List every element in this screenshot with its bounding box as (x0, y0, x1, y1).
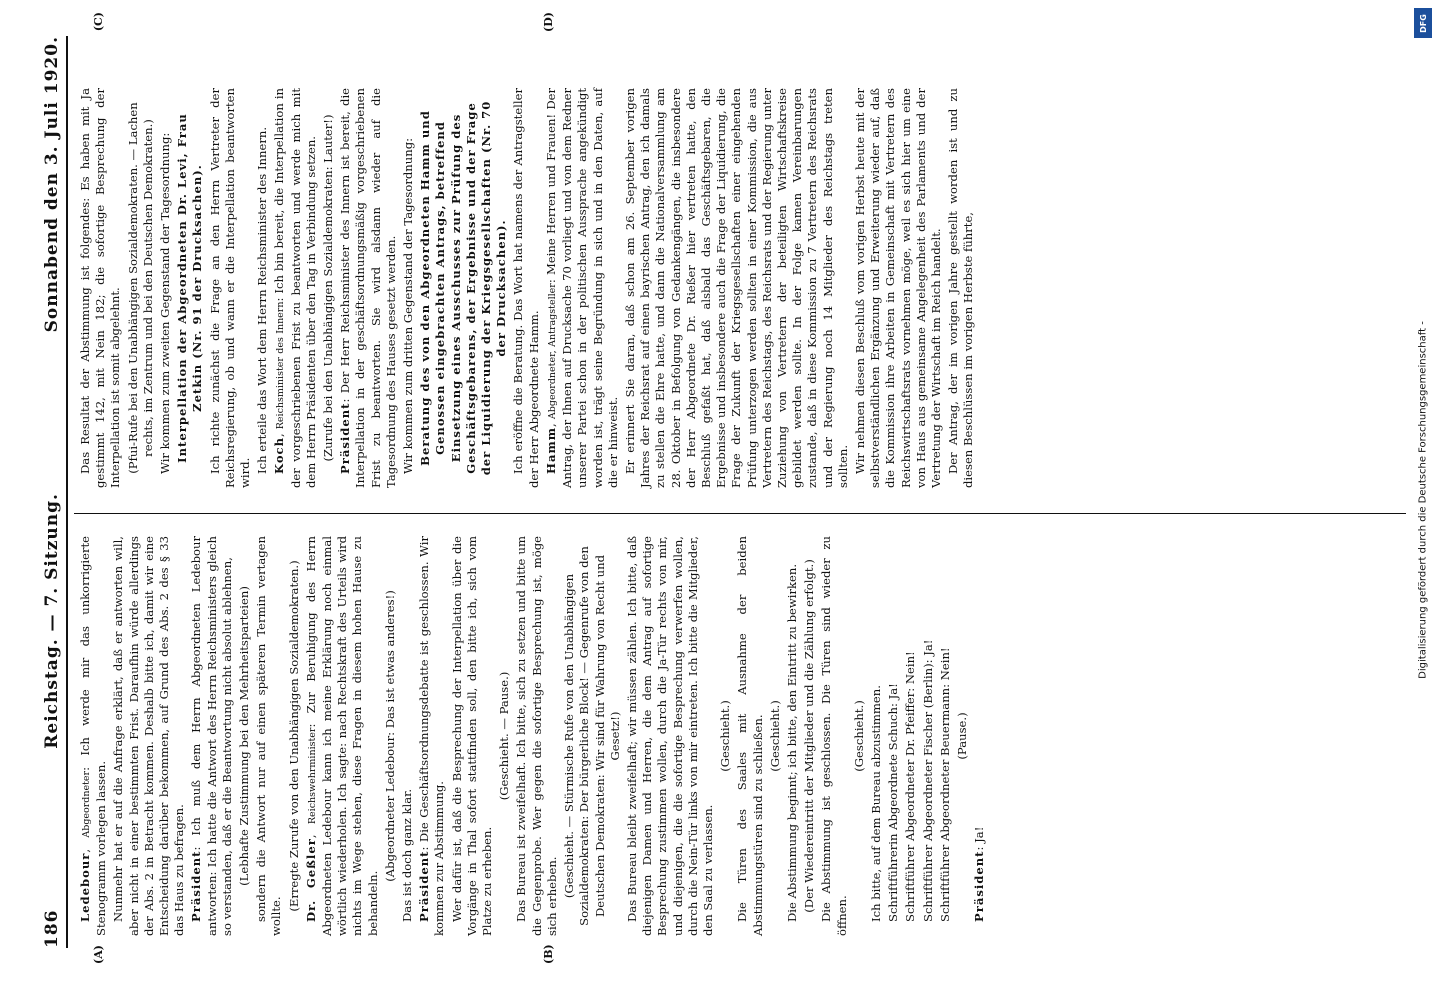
speaker-role: Abgeordneter, Antragsteller (546, 283, 558, 420)
text-column-right (78, 88, 1404, 488)
speaker-role: Reichsminister des Innern (275, 301, 287, 430)
paragraph-text: Er erinnert Sie daran, daß schon am 26. September vorigen Jahres der Reichsrat auf einen bayrischen Antrag, den ich damals zu stellen die Ehre hatte, und dann die Nationalversammlung am 28. Oktober in Befolgung von Gedankengängen, die insbesondere der Herr Abgeordnete Dr. Rießer hier vertreten hatte, den Beschluß gefaßt hat, daß alsbald das Geschäftsgebaren, die Ergebnisse und insbesondere auch die Frage der Liquidierung, die Frage der Zukunft der Kriegsgesellschaften einer eingehenden Prüfung unterzogen werden sollten in einer Kommission, die aus Vertretern des Reichstags, des Reichsrats und der Regierung unter Zuziehung von Vertretern der beteiligten Wirtschaftskreise gebildet werden sollte. In der Folge kamen Vereinbarungen zustande, daß in diese Kommission zu 7 Vertretern des Reichsrats und der Regierung noch 14 Mitglieder des Reichstags treten sollten. (622, 88, 850, 488)
margin-mark-d: (D) (542, 12, 555, 32)
paragraph: Präsident: Ich muß dem Herrn Abgeordneten Ledebour antworten: Ich hatte die Antwort des Herrn Reichsministers gleich so verstanden, daß er die Beantwortung nicht absolut ablehnen, (189, 536, 234, 936)
paragraph (418, 88, 509, 488)
margin-mark-c: (C) (92, 12, 105, 32)
interjection-note: (Geschieht. — Stürmische Rufe von den Unabhängigen Sozialdemokraten: Der bürgerliche Block! — Gegenrufe von den Deutschen Demokraten: Wir sind für Wahrung von Recht und Gesetz!) (562, 546, 622, 926)
dfg-logo: DFG (1414, 8, 1432, 38)
paragraph: Präsident: Ja! (972, 826, 987, 922)
paragraph (819, 536, 849, 936)
paragraph-text: Zur Beruhigung des Herrn Abgeordneten Ledebour kann ich meine Erklärung noch einmal wörtlich wiederholen. Ich sagte: nach Rechtskraft des Urteils wird nichts im Wege stehen, diese Fragen in diesem hohen Hause zu behandeln. (303, 535, 380, 936)
speaker-name: Präsident (338, 402, 353, 474)
interjection-note: (Pause.) (954, 712, 969, 760)
speaker-name: Koch (272, 436, 287, 474)
paragraph-text: Der Antrag, der im vorigen Jahre gestellt worden ist und zu diesen Beschlüssen im vorigen Herbste führte, (946, 88, 976, 488)
paragraph (255, 88, 270, 488)
paragraph (511, 88, 541, 488)
paragraph-text: sondern die Antwort nur auf einen späteren Termin vertagen wollte. (254, 536, 284, 936)
text-column-left (78, 536, 1404, 936)
page-header (28, 36, 62, 948)
paragraph-text: Schriftführer Abgeordneter Beuermann: Nein! (937, 647, 952, 922)
interjection-note: (Erregte Zurufe von den Unabhängigen Sozialdemokraten.) (286, 560, 301, 912)
paragraph (514, 536, 560, 936)
interjection-note: (Geschieht.) (851, 700, 866, 772)
paragraph-text: Der Herr Reichsminister des Innern ist bereit, die Interpellation in der geschäftsordnungsmäßig vorgeschriebenen Frist zu beantworten. Sie wird alsdann wieder auf die Tagesordnung des Hauses gesetzt werden. (338, 87, 398, 488)
interjection-note: (Geschieht. — Pause.) (497, 671, 512, 801)
paragraph (562, 536, 623, 936)
paragraph-text: Die Abstimmung ist geschlossen. Die Türen sind wieder zu öffnen. (819, 536, 849, 936)
margin-mark-a: (A) (92, 945, 105, 964)
rotated-page (22, 12, 1412, 972)
interjection-note: (Geschieht.) (767, 700, 782, 772)
speaker-name: Dr. Geßler (303, 838, 318, 922)
paragraph-text: Das Bureau ist zweifelhaft. Ich bitte, sich zu setzen und bitte um die Gegenprobe. Wer gegen die sofortige Besprechung ist, möge sich erheben. (514, 536, 559, 936)
interjection-note: (Der Wiedereintritt der Mitglieder und die Zählung erfolgt.) (802, 559, 817, 913)
paragraph (254, 536, 284, 936)
paragraph: Präsident: Die Geschäftsordnungsdebatte ist geschlossen. Wir kommen zur Abstimmung. (417, 536, 447, 936)
paragraph-text: Ich werde mir das unkorrigierte Stenogramm vorlegen lassen. (78, 535, 109, 936)
header-date: Sonnabend den 3. Juli 1920. (42, 36, 62, 333)
paragraph (401, 88, 416, 488)
column-divider (74, 513, 1406, 514)
paragraph (768, 536, 783, 936)
speaker-name: Präsident (972, 850, 987, 922)
paragraph: Präsident: Der Herr Reichsminister des Innern ist bereit, die Interpellation in der geschäftsordnungsmäßig vorgeschriebenen Frist zu beantworten. Sie wird alsdann wieder auf die Tagesordnung des Hauses gesetzt werden. (338, 87, 398, 488)
paragraph (886, 536, 901, 936)
paragraph (853, 88, 944, 488)
paragraph (158, 88, 173, 488)
paragraph: Hamm, Abgeordneter, Antragsteller: Meine Herren und Frauen! Der Antrag, der Ihnen auf Drucksache 70 vorliegt und von dem Redner unserer Partei schon in der politischen Aussprache angekündigt worden ist, trägt seine Begründung in sich und in den Daten, auf die er hinweist. (543, 87, 620, 488)
paragraph-text: Das Bureau bleibt zweifelhaft; wir müssen zählen. Ich bitte, daß diejenigen Damen und Herren, die dem Antrag auf sofortige Besprechung zustimmen wollen, durch die Ja-Tür rechts von mir, und diejenigen, die die sofortige Besprechung verwerfen wollen, durch die Nein-Tür links von mir eintreten. Ich bitte die Mitglieder, den Saal zu verlassen. (624, 536, 715, 936)
paragraph (718, 536, 733, 936)
paragraph (938, 536, 953, 936)
paragraph (946, 88, 976, 488)
paragraph: Dr. Geßler, Reichswehrminister: Zur Beruhigung des Herrn Abgeordneten Ledebour kann ich meine Erklärung noch einmal wörtlich wiederholen. Ich sagte: nach Rechtskraft des Urteils wird nichts im Wege stehen, diese Fragen in diesem hohen Hause zu behandeln. (303, 535, 380, 936)
paragraph-text: Die Geschäftsordnungsdebatte ist geschlossen. Wir kommen zur Abstimmung. (417, 536, 447, 936)
paragraph: Koch, Reichsminister des Innern: Ich bin bereit, die Interpellation in der vorgeschriebenen Frist zu beantworten und werde mich mit dem Herrn Präsidenten über den Tag in Verbindung setzen. (272, 88, 318, 488)
paragraph (287, 536, 302, 936)
interjection-note: (Zurufe bei den Unabhängigen Sozialdemokraten: Lauter!) (321, 114, 336, 462)
speaker-name: Präsident (417, 850, 432, 922)
paragraph (321, 88, 336, 488)
header-session: Reichstag. — 7. Sitzung. (42, 493, 62, 749)
paragraph (175, 88, 205, 488)
page-number: 186 (42, 909, 62, 948)
paragraph (383, 536, 398, 936)
agenda-heading: Interpellation der Abgeordneten Dr. Levi, Frau Zetkin (Nr. 91 der Drucksachen). (175, 113, 205, 463)
paragraph (869, 536, 884, 936)
paragraph (785, 536, 800, 936)
paragraph-text: Wer dafür ist, daß die Besprechung der Interpellation über die Vorgänge in Thal sofort stattfinden soll, den bitte ich, sich vom Platze zu erheben. (449, 536, 495, 936)
paragraph-text: Schriftführer Abgeordneter Dr. Pfeiffer: Nein! (903, 651, 918, 922)
digitization-credit-strip (1412, 0, 1434, 1000)
digitization-credit: Digitalisierung gefördert durch die Deutsche Forschungsgemeinschaft - (1417, 321, 1429, 679)
speaker-name: Ledebour (78, 852, 92, 922)
interjection-note: (Lebhafte Zustimmung bei den Mehrheitsparteien) (237, 586, 252, 886)
paragraph (497, 536, 512, 936)
paragraph-text: Ich eröffne die Beratung. Das Wort hat namens der Antragsteller der Herr Abgeordnete Hamm. (511, 88, 541, 488)
header-rule (66, 36, 68, 948)
paragraph: Ledebour, Abgeordneter: Ich werde mir das unkorrigierte Stenogramm vorlegen lassen. (78, 535, 109, 936)
paragraph (903, 536, 918, 936)
paragraph-text: Schriftführerin Abgeordnete Schuch: Ja! (886, 683, 901, 922)
paragraph (450, 536, 496, 936)
paragraph-text: Das Resultat der Abstimmung ist folgendes: Es haben mit Ja gestimmt 142, mit Nein 182; die sofortige Besprechung der Interpellation ist somit abgelehnt. (78, 88, 123, 488)
paragraph-text: Ich bitte, auf dem Bureau abzustimmen. (868, 685, 883, 922)
paragraph (111, 536, 187, 936)
paragraph (400, 536, 415, 936)
paragraph (735, 536, 765, 936)
paragraph (852, 536, 867, 936)
paragraph (623, 88, 851, 488)
paragraph-text: Wir kommen zum dritten Gegenstand der Tagesordnung: (401, 137, 416, 474)
paragraph (237, 536, 252, 936)
paragraph (921, 536, 936, 936)
paragraph-text: Wir nehmen diesen Beschluß vom vorigen Herbst heute mit der selbstverständlichen Ergänzung und Erweiterung wieder auf, daß die Kommission ihre Arbeiten in Gemeinschaft mit Vertretern des Reichswirtschaftsrats vornehmen möge, weil es sich hier um eine von Haus aus gemeinsame Angelegenheit des Parlaments und der Vertretung der Wirtschaft im Reich handelt. (852, 88, 943, 488)
paragraph-text: Das ist doch ganz klar. (400, 788, 415, 922)
paragraph-text: Die Türen des Saales mit Ausnahme der beiden Abstimmungstüren sind zu schließen. (735, 536, 765, 936)
paragraph (802, 536, 817, 936)
paragraph-text: Schriftführer Abgeordneter Fischer (Berlin): Ja! (920, 639, 935, 922)
paragraph (208, 88, 254, 488)
paragraph-text: Meine Herren und Frauen! Der Antrag, der Ihnen auf Drucksache 70 vorliegt und von dem Redner unserer Partei schon in der politischen Aussprache angekündigt worden ist, trägt seine Begründung in sich und in den Daten, auf die er hinweist. (543, 87, 620, 488)
speaker-name: Hamm (543, 426, 558, 474)
paragraph-text: Ich richte zunächst die Frage an den Herrn Vertreter der Reichsregierung, ob und wann er die Interpellation beantworten wird. (207, 88, 253, 488)
speaker-role: Abgeordneter (81, 770, 92, 838)
speaker-role: Reichswehrminister (306, 727, 318, 825)
paragraph (78, 88, 124, 488)
interjection-note: (Abgeordneter Ledebour: Das ist etwas anderes!) (382, 590, 397, 882)
paragraph-text: Ich muß dem Herrn Abgeordneten Ledebour antworten: Ich hatte die Antwort des Herrn Reichsministers gleich so verstanden, daß er die Beantwortung nicht absolut ablehnen, (189, 536, 234, 936)
paragraph-text: Ja! (972, 826, 987, 843)
speaker-name: Präsident (189, 850, 204, 922)
paragraph-text: Ich erteile das Wort dem Herrn Reichsminister des Innern. (255, 126, 270, 474)
paragraph-text: Wir kommen zum zweiten Gegenstand der Tagesordnung: (158, 132, 173, 474)
paragraph-text: Nunmehr hat er auf die Anfrage erklärt, daß er antworten will, aber nicht in einer bestimmten Frist. Daraufhin würde allerdings der Abs. 2 in Betracht kommen. Deshalb bitte ich, damit wir eine Entscheidung darüber bekommen, auf Grund des Abs. 2 des § 33 das Haus zu befragen. (111, 536, 187, 936)
paragraph (955, 536, 970, 936)
paragraph (126, 88, 156, 488)
paragraph-text: Die Abstimmung beginnt; ich bitte, den Eintritt zu bewirken. (784, 563, 799, 922)
interjection-note: (Pfui-Rufe bei den Unabhängigen Sozialdemokraten. — Lachen rechts, im Zentrum und bei den Deutschen Demokraten.) (125, 102, 155, 474)
interjection-note: (Geschieht.) (718, 700, 733, 772)
paragraph-text: Ich bin bereit, die Interpellation in der vorgeschriebenen Frist zu beantworten und werde mich mit dem Herrn Präsidenten über den Tag in Verbindung setzen. (272, 88, 318, 488)
agenda-heading: Beratung des von den Abgeordneten Hamm und Genossen eingebrachten Antrags, betreffend Einsetzung eines Ausschusses zur Prüfung des Geschäftsgebarens, der Ergebnisse und der Frage der Liquidierung der Kriegsgesellschaften (Nr. 70 der Drucksachen). (418, 100, 509, 476)
margin-mark-b: (B) (542, 944, 555, 964)
paragraph (625, 536, 716, 936)
